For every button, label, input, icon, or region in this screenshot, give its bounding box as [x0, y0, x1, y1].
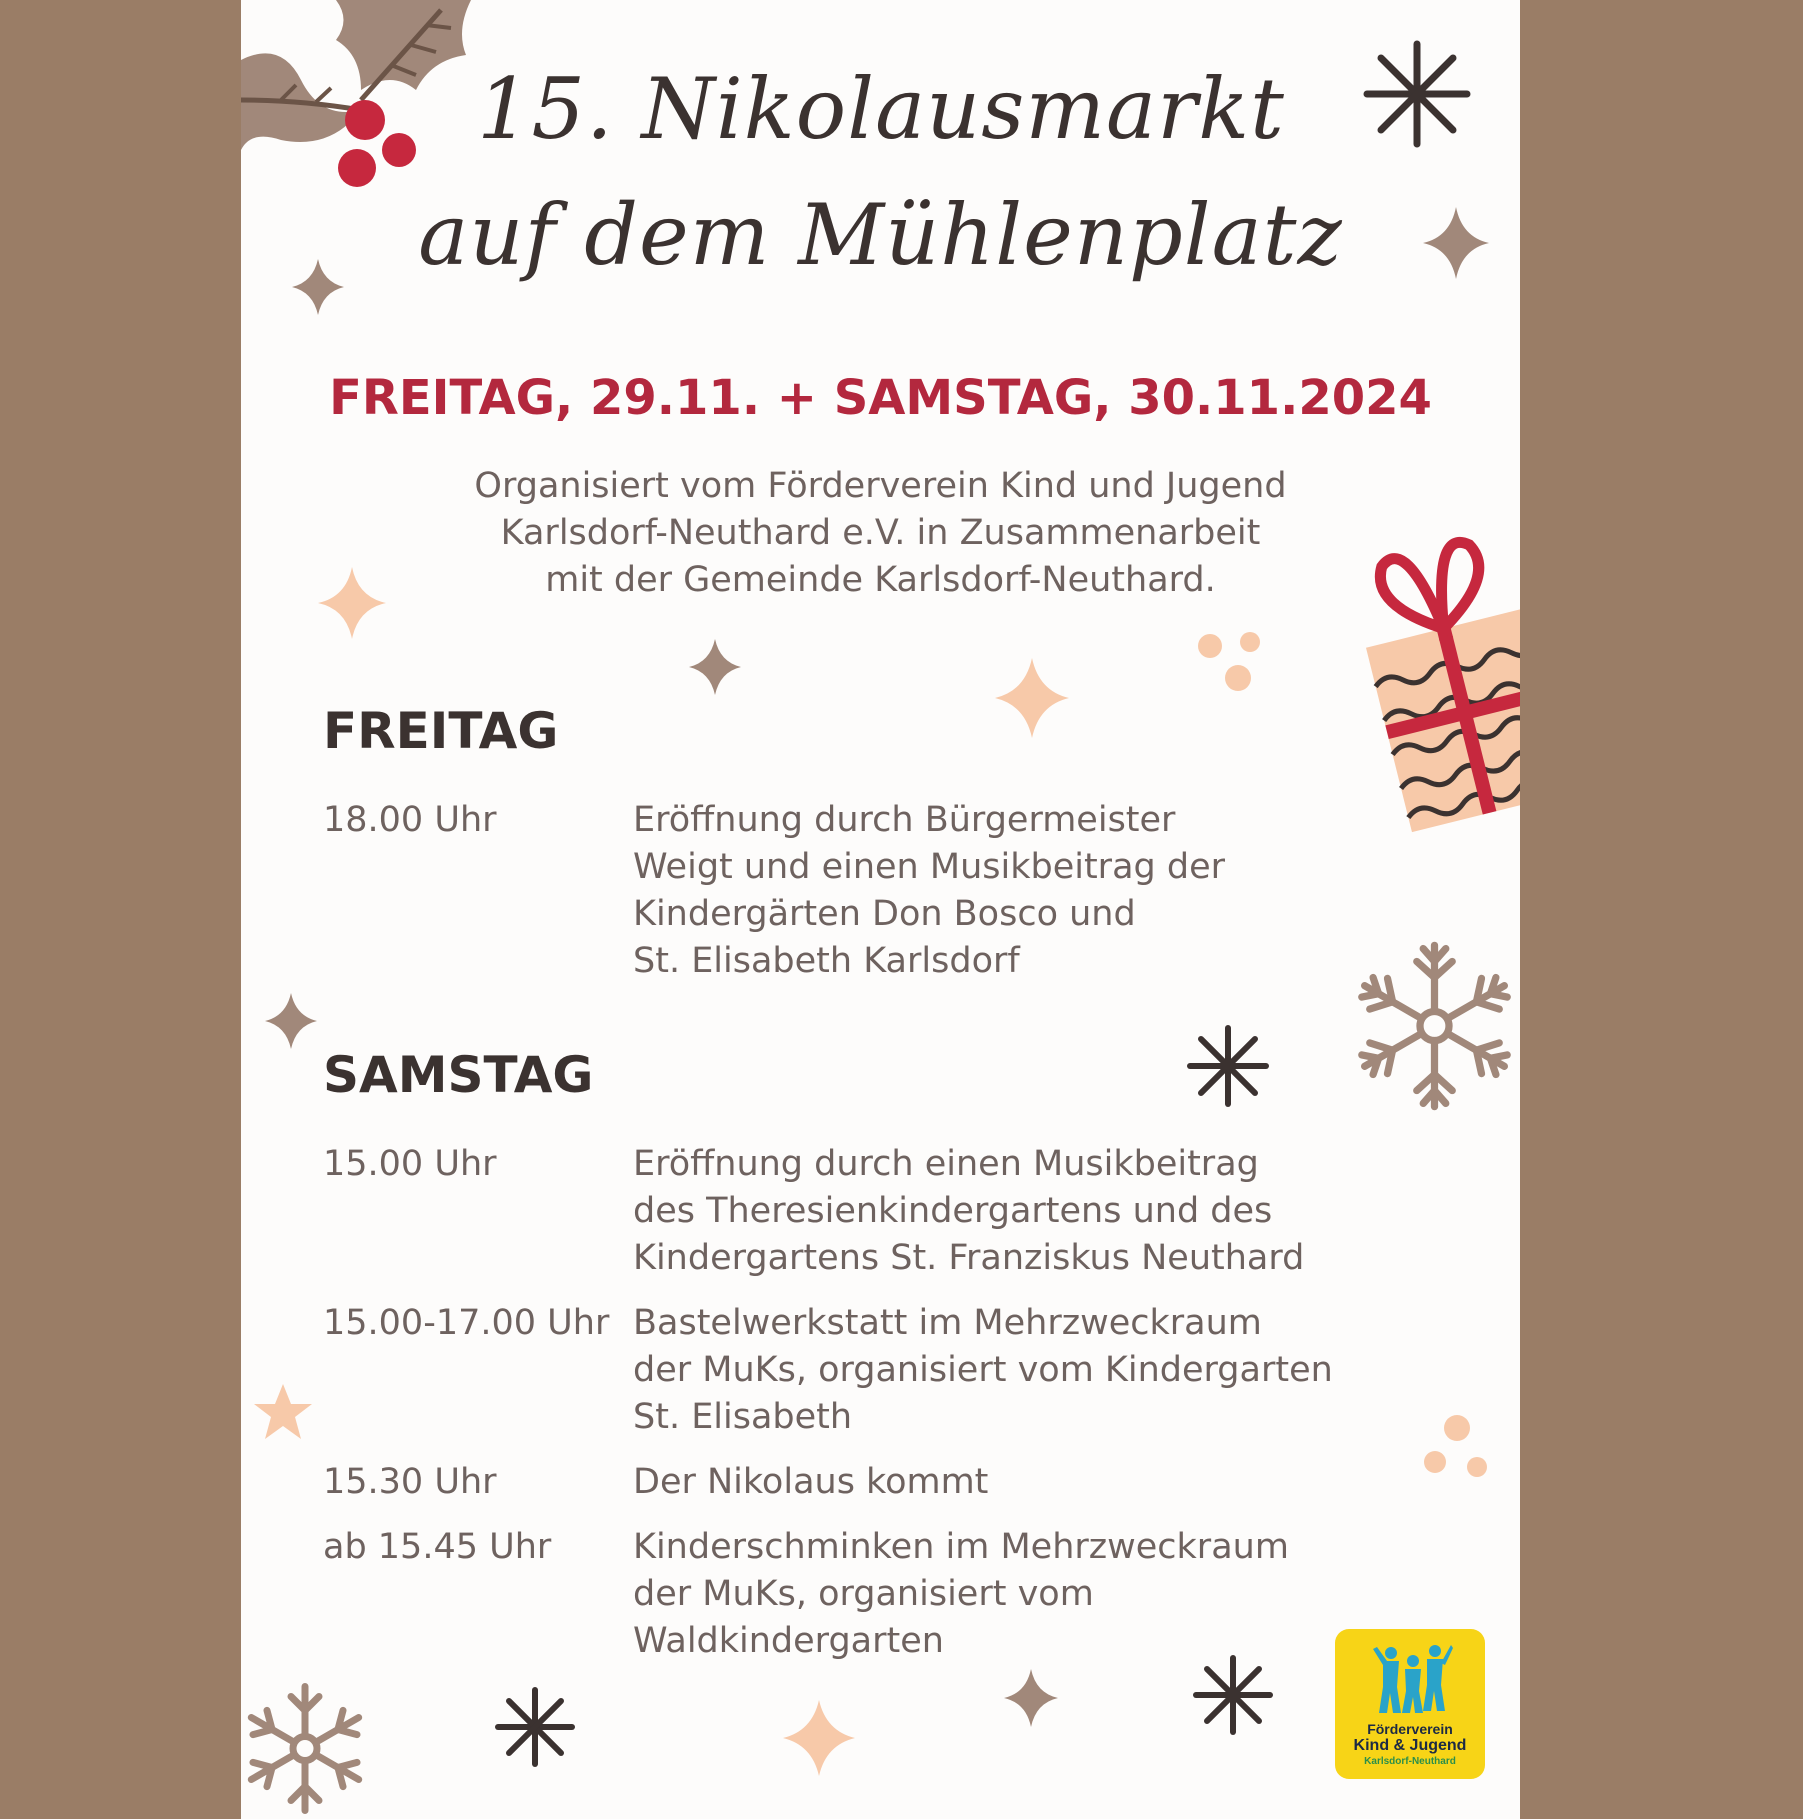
event-description-line: der MuKs, organisiert vom — [633, 1574, 1094, 1614]
organizer-text — [241, 463, 1520, 604]
gift-icon — [1336, 520, 1520, 840]
asterisk-star-icon — [1363, 40, 1471, 148]
heading-saturday: SAMSTAG — [323, 1046, 594, 1104]
foerderverein-logo — [1335, 1629, 1485, 1779]
organizer-line: Organisiert vom Förderverein Kind und Jugend — [474, 466, 1287, 506]
event-description-line: Eröffnung durch einen Musikbeitrag — [633, 1144, 1259, 1184]
sparkle-icon — [1003, 1668, 1059, 1728]
asterisk-star-icon — [1187, 1025, 1269, 1107]
sparkle-icon — [264, 992, 318, 1050]
event-description-line: Eröffnung durch Bürgermeister — [633, 800, 1176, 840]
organizer-line: Karlsdorf-Neuthard e.V. in Zusammenarbeit — [500, 513, 1261, 553]
event-description-line: Bastelwerkstatt im Mehrzweckraum — [633, 1303, 1262, 1343]
logo-line1: Förderverein — [1367, 1721, 1453, 1737]
heading-friday: FREITAG — [323, 702, 559, 760]
event-description — [633, 1141, 1513, 1282]
snowflake-icon — [241, 1680, 371, 1819]
event-description — [633, 1459, 1513, 1506]
sparkle-icon — [1421, 205, 1491, 281]
star-icon — [253, 1382, 313, 1444]
event-description-line: Kindergärten Don Bosco und — [633, 894, 1136, 934]
event-description-line: Kindergartens St. Franziskus Neuthard — [633, 1238, 1305, 1278]
event-time: 15.00-17.00 Uhr — [323, 1303, 610, 1343]
event-description-line: des Theresienkindergartens und des — [633, 1191, 1273, 1231]
logo-line3: Karlsdorf-Neuthard — [1364, 1756, 1456, 1767]
asterisk-star-icon — [1193, 1654, 1273, 1736]
dots-icon — [1419, 1412, 1491, 1482]
sparkle-icon — [316, 565, 388, 641]
sparkle-icon — [781, 1698, 857, 1778]
event-time: 15.00 Uhr — [323, 1144, 497, 1184]
poster-title-line1: 15. Nikolausmarkt — [477, 60, 1285, 158]
event-description-line: St. Elisabeth Karlsdorf — [633, 941, 1020, 981]
logo-line2: Kind & Jugend — [1353, 1737, 1467, 1754]
sparkle-icon — [994, 657, 1070, 739]
event-description-line: Der Nikolaus kommt — [633, 1462, 989, 1502]
poster-title-line2: auf dem Mühlenplatz — [418, 186, 1343, 284]
event-description-line: Kinderschminken im Mehrzweckraum — [633, 1527, 1289, 1567]
dots-icon — [1194, 626, 1266, 700]
organizer-line: mit der Gemeinde Karlsdorf-Neuthard. — [545, 560, 1216, 600]
event-description-line: Weigt und einen Musikbeitrag der — [633, 847, 1225, 887]
sparkle-icon — [291, 258, 345, 316]
sparkle-icon — [688, 638, 742, 696]
event-description-line: St. Elisabeth — [633, 1397, 853, 1437]
event-time: 15.30 Uhr — [323, 1462, 497, 1502]
event-dates: FREITAG, 29.11. + SAMSTAG, 30.11.2024 — [329, 370, 1432, 426]
event-description-line: der MuKs, organisiert vom Kindergarten — [633, 1350, 1333, 1390]
event-description-line: Waldkindergarten — [633, 1621, 944, 1661]
event-time: ab 15.45 Uhr — [323, 1527, 552, 1567]
asterisk-star-icon — [495, 1686, 575, 1768]
children-figures-icon — [1373, 1639, 1453, 1717]
snowflake-icon — [1349, 920, 1520, 1132]
poster — [241, 0, 1520, 1819]
event-time: 18.00 Uhr — [323, 800, 497, 840]
event-description — [633, 1300, 1513, 1441]
